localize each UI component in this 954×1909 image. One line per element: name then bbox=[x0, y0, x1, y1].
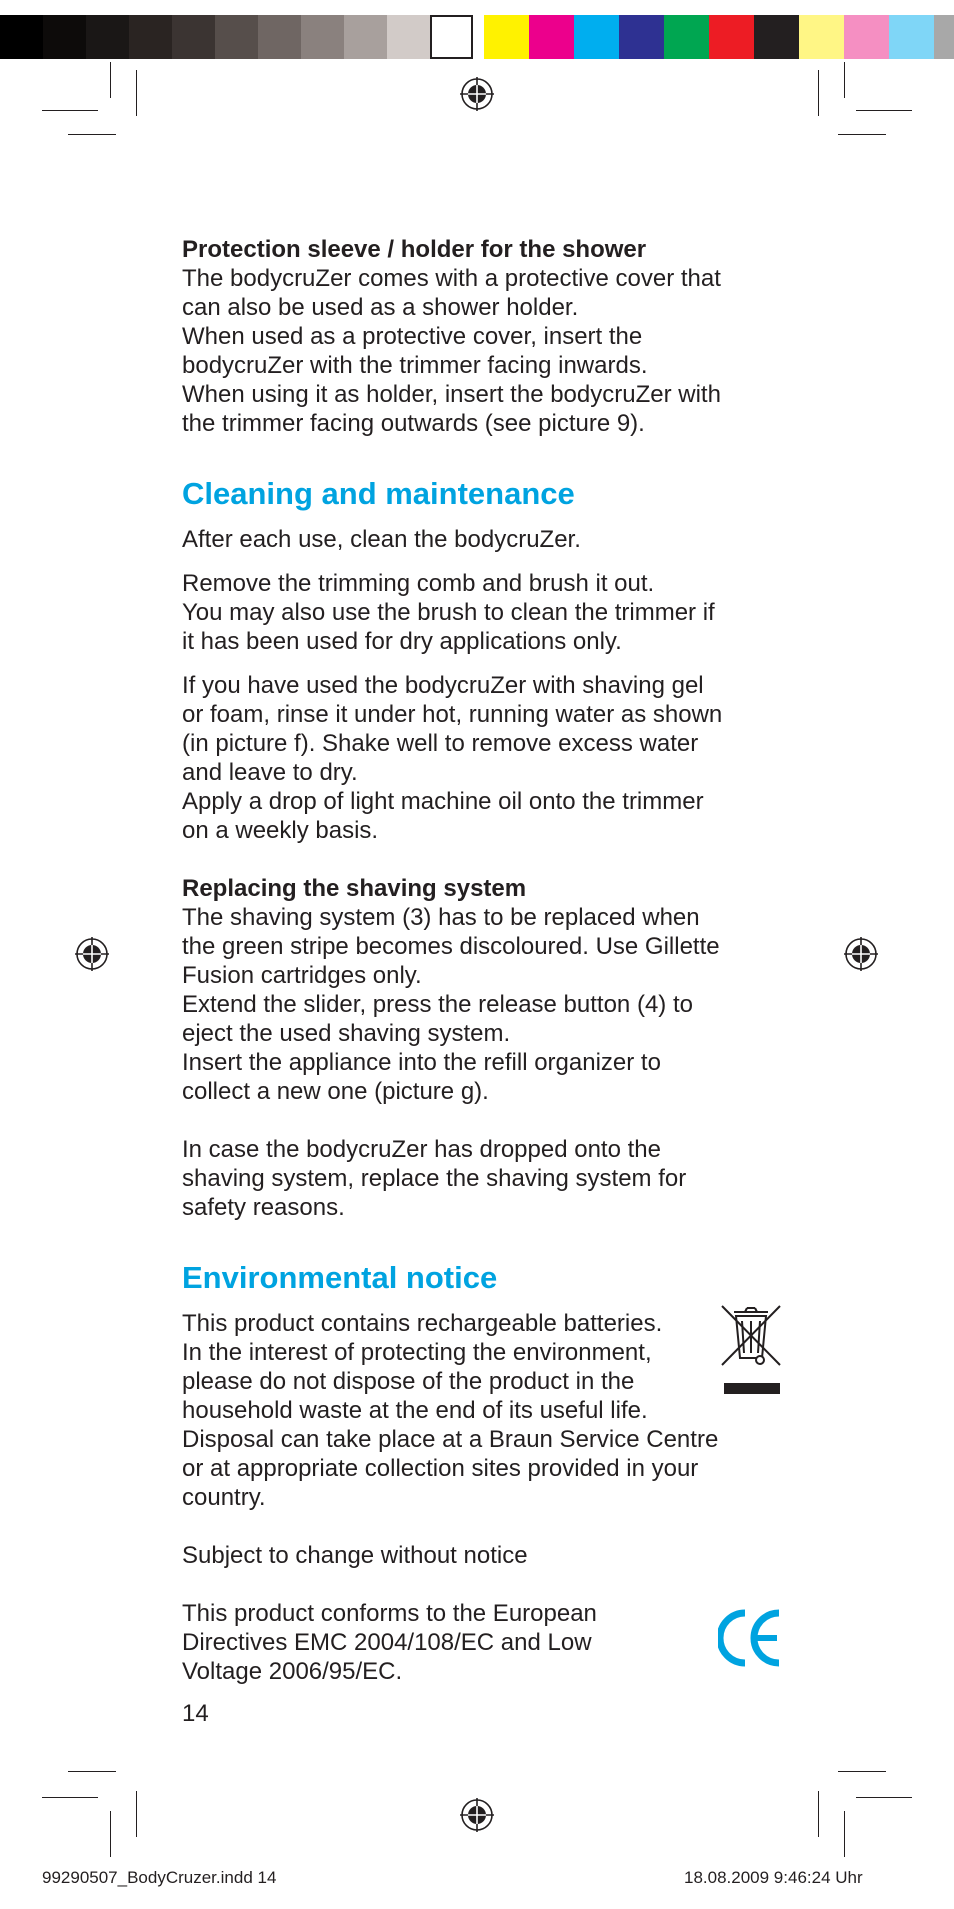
color-swatch bbox=[43, 15, 86, 59]
color-swatch bbox=[172, 15, 215, 59]
slug-filename: 99290507_BodyCruzer.indd 14 bbox=[42, 1868, 277, 1887]
color-bar-process bbox=[484, 15, 954, 59]
subject-to-change: Subject to change without notice bbox=[182, 1542, 528, 1569]
registration-mark-icon bbox=[460, 77, 494, 111]
cleaning-paragraph-1: After each use, clean the bodycruZer. bbox=[182, 526, 581, 553]
color-swatch bbox=[430, 15, 473, 59]
sleeve-heading: Protection sleeve / holder for the shower bbox=[182, 236, 647, 263]
cleaning-heading: Cleaning and maintenance bbox=[182, 476, 575, 511]
sleeve-paragraph: The bodycruZer comes with a protective cover that can also be used as a shower holder. When used as a protective cover, insert the bodycruZer with the trimmer facing inwards. When using it as holder, insert the bodycruZer with the trimmer facing outwards (see picture 9). bbox=[182, 265, 721, 437]
color-swatch bbox=[529, 15, 574, 59]
registration-mark-icon bbox=[460, 1798, 494, 1832]
environment-paragraph: This product contains rechargeable batteries. In the interest of protecting the environment, please do not dispose of the product in the household waste at the end of its useful life. Disposal can take place at a Braun Service Centre or at appropriate collection sites provided in your country. bbox=[182, 1310, 719, 1511]
color-swatch bbox=[574, 15, 619, 59]
color-swatch bbox=[484, 15, 529, 59]
ce-mark-icon bbox=[718, 1609, 782, 1667]
conformity-block bbox=[182, 1599, 782, 1686]
dropped-paragraph: In case the bodycruZer has dropped onto the shaving system, replace the shaving system for safety reasons. bbox=[182, 1136, 687, 1221]
color-swatch bbox=[709, 15, 754, 59]
color-swatch bbox=[215, 15, 258, 59]
environment-heading: Environmental notice bbox=[182, 1260, 498, 1295]
color-swatch bbox=[619, 15, 664, 59]
color-swatch bbox=[934, 15, 954, 59]
color-swatch bbox=[799, 15, 844, 59]
slug-timestamp: 18.08.2009 9:46:24 Uhr bbox=[684, 1868, 863, 1887]
color-swatch bbox=[301, 15, 344, 59]
replacing-heading: Replacing the shaving system bbox=[182, 875, 527, 902]
page-number: 14 bbox=[182, 1700, 209, 1727]
registration-mark-icon bbox=[75, 937, 109, 971]
conformity-paragraph: This product conforms to the European Directives EMC 2004/108/EC and Low Voltage 2006/95/EC. bbox=[182, 1600, 597, 1685]
manual-page-content bbox=[182, 235, 782, 1686]
color-bar-grayscale bbox=[0, 15, 473, 59]
color-swatch bbox=[844, 15, 889, 59]
color-swatch bbox=[754, 15, 799, 59]
color-swatch bbox=[258, 15, 301, 59]
environment-block bbox=[182, 1309, 782, 1512]
cleaning-paragraph-3: If you have used the bodycruZer with shaving gel or foam, rinse it under hot, running water as shown (in picture f). Shake well to remove excess water and leave to dry. Apply a drop of light machine oil onto the trimmer on a weekly basis. bbox=[182, 672, 723, 844]
replacing-paragraph: The shaving system (3) has to be replaced when the green stripe becomes discoloured. Use Gillette Fusion cartridges only. Extend the slider, press the release button (4) to eject the used shaving system. Insert the appliance into the refill organizer to collect a new one (picture g). bbox=[182, 904, 720, 1105]
color-swatch bbox=[0, 15, 43, 59]
color-swatch bbox=[387, 15, 430, 59]
color-swatch bbox=[344, 15, 387, 59]
registration-mark-icon bbox=[844, 937, 878, 971]
color-swatch bbox=[664, 15, 709, 59]
cleaning-paragraph-2: Remove the trimming comb and brush it out. You may also use the brush to clean the trimmer if it has been used for dry applications only. bbox=[182, 570, 715, 655]
color-swatch bbox=[86, 15, 129, 59]
crossed-out-wheelie-bin-icon bbox=[720, 1303, 782, 1395]
color-swatch bbox=[129, 15, 172, 59]
color-swatch bbox=[889, 15, 934, 59]
